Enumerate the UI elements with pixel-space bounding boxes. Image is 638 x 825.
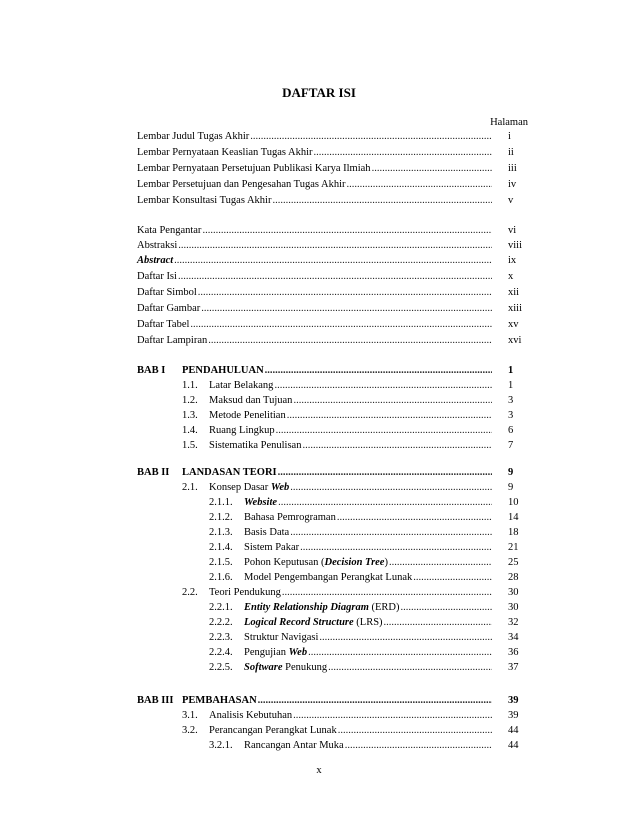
- toc-page-number: iv: [508, 179, 517, 190]
- toc-page-number: 25: [508, 557, 519, 568]
- toc-number: 1.4.: [182, 425, 198, 436]
- toc-page-number: 7: [508, 440, 514, 451]
- toc-label-emphasis: Web: [270, 482, 290, 493]
- toc-number: BAB II: [137, 467, 170, 478]
- toc-number: 2.1.5.: [209, 557, 233, 568]
- dot-leader: [265, 364, 492, 378]
- toc-label: [244, 601, 399, 615]
- toc-label: [244, 661, 327, 675]
- toc-page-number: 30: [508, 587, 519, 598]
- toc-number: 2.2.2.: [209, 617, 233, 628]
- toc-number: BAB I: [137, 365, 166, 376]
- toc-number: BAB III: [137, 695, 174, 706]
- dot-leader: [250, 130, 492, 144]
- toc-entry: [137, 318, 496, 332]
- toc-label: Rancangan Antar Muka: [244, 740, 344, 751]
- toc-label-part: Pengujian: [244, 647, 289, 658]
- toc-label: Basis Data: [244, 527, 290, 538]
- page-title: DAFTAR ISI: [282, 85, 356, 100]
- toc-label: Sistematika Penulisan: [209, 440, 302, 451]
- toc-number: 2.1.: [182, 482, 198, 493]
- toc-number: 1.5.: [182, 440, 198, 451]
- toc-page-number: xv: [508, 319, 519, 330]
- dot-leader: [202, 224, 492, 238]
- dot-leader: [278, 496, 492, 510]
- toc-label: Lembar Judul Tugas Akhir: [137, 131, 250, 142]
- dot-leader: [178, 270, 492, 284]
- toc-entry: [182, 379, 496, 393]
- toc-entry: [209, 631, 496, 645]
- toc-page-number: 10: [508, 497, 519, 508]
- toc-page-number: 44: [508, 725, 519, 736]
- dot-leader: [338, 724, 492, 738]
- toc-label: Analisis Kebutuhan: [209, 710, 293, 721]
- toc-entry: [182, 724, 496, 738]
- dot-leader: [190, 318, 492, 332]
- toc-page-number: 44: [508, 740, 519, 751]
- toc-page-number: 36: [508, 647, 519, 658]
- toc-page-number: 14: [508, 512, 519, 523]
- dot-leader: [274, 379, 492, 393]
- toc-label: [244, 616, 383, 630]
- toc-label-emphasis: Software: [244, 662, 283, 673]
- toc-page-number: 9: [508, 467, 514, 478]
- toc-label: Daftar Gambar: [137, 303, 201, 314]
- toc-page-number: 34: [508, 632, 519, 643]
- toc-number: 1.3.: [182, 410, 198, 421]
- toc-label: Model Pengembangan Perangkat Lunak: [244, 572, 413, 583]
- toc-label: Lembar Konsultasi Tugas Akhir: [137, 195, 272, 206]
- toc-label: Sistem Pakar: [244, 542, 300, 553]
- dot-leader: [300, 541, 492, 555]
- toc-entry: [137, 239, 496, 253]
- toc-entry: [209, 541, 496, 555]
- toc-label: [209, 481, 289, 495]
- toc-number: 1.2.: [182, 395, 198, 406]
- toc-page-number: 39: [508, 695, 519, 706]
- toc-page-number: 32: [508, 617, 519, 628]
- toc-entry: [209, 616, 496, 630]
- toc-label: Maksud dan Tujuan: [209, 395, 293, 406]
- dot-leader: [290, 481, 492, 495]
- toc-page-number: 21: [508, 542, 519, 553]
- toc-label-part: Penukung: [282, 662, 328, 673]
- toc-page-number: 3: [508, 410, 514, 421]
- toc-page-number: ii: [508, 147, 514, 158]
- dot-leader: [276, 424, 492, 438]
- toc-number: 2.2.1.: [209, 602, 233, 613]
- dot-leader: [347, 178, 492, 192]
- toc-page-number: 1: [508, 365, 514, 376]
- toc-page-number: 30: [508, 602, 519, 613]
- toc-label: PENDAHULUAN: [182, 365, 264, 376]
- toc-label: Daftar Simbol: [137, 287, 197, 298]
- toc-chapter-entry: [137, 364, 496, 378]
- toc-entry: [137, 254, 496, 268]
- dot-leader: [319, 631, 492, 645]
- dot-leader: [328, 661, 492, 675]
- toc-page-number: v: [508, 195, 514, 206]
- toc-entry: [137, 286, 496, 300]
- toc-entry: [209, 496, 496, 510]
- toc-number: 2.2.3.: [209, 632, 233, 643]
- dot-leader: [308, 646, 492, 660]
- toc-page-number: 3: [508, 395, 514, 406]
- dot-leader: [178, 239, 492, 253]
- toc-entry: [182, 394, 496, 408]
- toc-label-emphasis: Logical Record Structure: [244, 617, 354, 628]
- toc-page-number: i: [508, 131, 511, 142]
- toc-chapter-entry: [137, 466, 496, 480]
- toc-label: Lembar Pernyataan Keaslian Tugas Akhir: [137, 147, 313, 158]
- page-column-header: Halaman: [490, 117, 528, 128]
- toc-entry: [137, 178, 496, 192]
- toc-page-number: 1: [508, 380, 514, 391]
- toc-entry: [137, 302, 496, 316]
- toc-page-number: x: [508, 271, 514, 282]
- toc-entry: [137, 334, 496, 348]
- toc-label: Metode Penelitian: [209, 410, 286, 421]
- toc-label: Abstract: [137, 255, 174, 266]
- toc-label: Ruang Lingkup: [209, 425, 275, 436]
- dot-leader: [290, 526, 492, 540]
- toc-entry: [209, 526, 496, 540]
- toc-entry: [182, 709, 496, 723]
- toc-number: 2.1.3.: [209, 527, 233, 538]
- toc-page-number: vi: [508, 225, 517, 236]
- toc-number: 2.2.: [182, 587, 198, 598]
- dot-leader: [278, 466, 492, 480]
- footer-page-number: x: [316, 765, 322, 776]
- toc-label-part: (LRS): [353, 617, 383, 628]
- toc-label-part: (ERD): [368, 602, 400, 613]
- toc-page-number: viii: [508, 240, 523, 251]
- toc-label: Struktur Navigasi: [244, 632, 319, 643]
- toc-label: Bahasa Pemrograman: [244, 512, 336, 523]
- toc-entry: [137, 194, 496, 208]
- toc-entry: [209, 511, 496, 525]
- toc-page-number: 28: [508, 572, 519, 583]
- toc-number: 3.2.: [182, 725, 198, 736]
- toc-chapter-entry: [137, 694, 496, 708]
- toc-number: 2.1.1.: [209, 497, 233, 508]
- toc-label: LANDASAN TEORI: [182, 467, 277, 478]
- toc-entry: [182, 409, 496, 423]
- dot-leader: [413, 571, 492, 585]
- dot-leader: [389, 556, 492, 570]
- dot-leader: [345, 739, 492, 753]
- dot-leader: [201, 302, 492, 316]
- dot-leader: [208, 334, 492, 348]
- toc-entry: [182, 481, 496, 495]
- toc-page-number: ix: [508, 255, 517, 266]
- dot-leader: [287, 409, 492, 423]
- dot-leader: [293, 394, 492, 408]
- toc-entry: [209, 646, 496, 660]
- toc-label-part: ): [384, 557, 388, 568]
- toc-label: Abstraksi: [137, 240, 178, 251]
- toc-label: PEMBAHASAN: [182, 695, 257, 706]
- toc-label-emphasis: Website: [244, 497, 278, 508]
- toc-entry: [137, 270, 496, 284]
- toc-label-emphasis: Entity Relationship Diagram: [244, 602, 369, 613]
- toc-number: 2.1.4.: [209, 542, 233, 553]
- toc-page-number: xvi: [508, 335, 522, 346]
- toc-number: 3.1.: [182, 710, 198, 721]
- toc-label: [244, 496, 277, 510]
- toc-page-number: 37: [508, 662, 519, 673]
- toc-page-number: xiii: [508, 303, 523, 314]
- toc-label-part: Pohon Keputusan (: [244, 557, 325, 568]
- toc-entry: [209, 739, 496, 753]
- toc-number: 2.1.2.: [209, 512, 233, 523]
- toc-page-number: xii: [508, 287, 520, 298]
- toc-label: [244, 646, 307, 660]
- toc-entry: [137, 146, 496, 160]
- dot-leader: [293, 709, 492, 723]
- toc-label: Latar Belakang: [209, 380, 274, 391]
- dot-leader: [384, 616, 492, 630]
- toc-number: 1.1.: [182, 380, 198, 391]
- toc-label: Lembar Persetujuan dan Pengesahan Tugas Akhir: [137, 179, 346, 190]
- toc-label-emphasis: Web: [288, 647, 308, 658]
- toc-entry: [209, 571, 496, 585]
- toc-label: Daftar Lampiran: [137, 335, 208, 346]
- toc-label: Teori Pendukung: [209, 587, 281, 598]
- toc-entry: [182, 586, 496, 600]
- toc-label: Daftar Tabel: [137, 319, 190, 330]
- dot-leader: [314, 146, 492, 160]
- toc-entry: [137, 130, 496, 144]
- toc-page-number: 9: [508, 482, 514, 493]
- toc-entry: [209, 601, 496, 615]
- toc-entry: [137, 162, 496, 176]
- toc-label: Kata Pengantar: [137, 225, 202, 236]
- dot-leader: [282, 586, 492, 600]
- toc-label-emphasis: Decision Tree: [324, 557, 385, 568]
- toc-entry: [182, 424, 496, 438]
- toc-entry: [209, 661, 496, 675]
- toc-entry: [182, 439, 496, 453]
- dot-leader: [174, 254, 492, 268]
- dot-leader: [198, 286, 492, 300]
- toc-number: 3.2.1.: [209, 740, 233, 751]
- dot-leader: [272, 194, 492, 208]
- toc-number: 2.1.6.: [209, 572, 233, 583]
- toc-entry: [209, 556, 496, 570]
- dot-leader: [258, 694, 492, 708]
- toc-number: 2.2.5.: [209, 662, 233, 673]
- toc-label: [244, 556, 388, 570]
- toc-label: Lembar Pernyataan Persetujuan Publikasi Karya Ilmiah: [137, 163, 371, 174]
- toc-label: Perancangan Perangkat Lunak: [209, 725, 337, 736]
- dot-leader: [302, 439, 492, 453]
- toc-page-number: 6: [508, 425, 514, 436]
- toc-entry: [137, 224, 496, 238]
- dot-leader: [400, 601, 492, 615]
- toc-label-part: Konsep Dasar: [209, 482, 271, 493]
- toc-label: Daftar Isi: [137, 271, 177, 282]
- toc-number: 2.2.4.: [209, 647, 233, 658]
- toc-page-number: 18: [508, 527, 519, 538]
- toc-page-number: 39: [508, 710, 519, 721]
- dot-leader: [337, 511, 492, 525]
- toc-page-number: iii: [508, 163, 517, 174]
- dot-leader: [372, 162, 492, 176]
